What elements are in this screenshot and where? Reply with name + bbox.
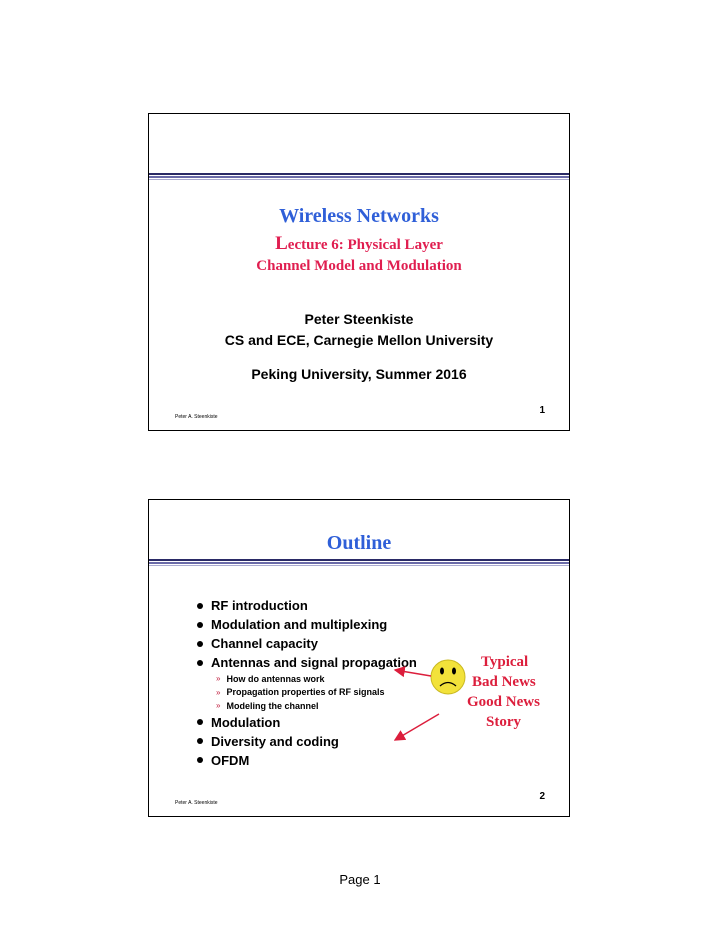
annotation-story: Story xyxy=(486,714,521,730)
list-item: Modulation and multiplexing xyxy=(197,615,417,634)
annotation-bad-news: Bad News xyxy=(472,674,536,690)
slide-footer: Peter A. Steenkiste xyxy=(175,414,218,420)
slide-2 xyxy=(148,499,570,817)
slide-title: Outline xyxy=(326,532,392,554)
list-item: RF introduction xyxy=(197,596,417,615)
slide-1 xyxy=(148,113,570,431)
subtitle-rest: ecture 6: Physical Layer xyxy=(287,237,443,253)
list-item: OFDM xyxy=(197,751,417,770)
list-item: Channel capacity xyxy=(197,634,417,653)
slide-number: 2 xyxy=(539,791,545,802)
author-name: Peter Steenkiste xyxy=(304,311,414,327)
slide-number: 1 xyxy=(539,405,545,416)
slide-title: Wireless Networks xyxy=(279,205,439,227)
sub-list-item: » How do antennas work xyxy=(216,673,325,684)
slide-subtitle xyxy=(149,233,569,255)
sub-list-item: » Modeling the channel xyxy=(216,700,319,711)
bad-news-arrow xyxy=(395,670,431,676)
author-affiliation: CS and ECE, Carnegie Mellon University xyxy=(224,332,494,348)
list-item: Diversity and coding xyxy=(197,732,417,751)
sub-list-item: » Propagation properties of RF signals xyxy=(216,687,385,698)
page-label: Page 1 xyxy=(339,872,381,887)
event-line: Peking University, Summer 2016 xyxy=(251,366,467,382)
annotation-good-news: Good News xyxy=(467,694,540,710)
subtitle-initial: L xyxy=(275,233,288,254)
slide-subtitle-2: Channel Model and Modulation xyxy=(256,258,462,274)
list-item: Modulation xyxy=(197,713,417,732)
good-news-arrow xyxy=(395,714,439,740)
annotation-typical: Typical xyxy=(481,654,529,670)
slide-footer: Peter A. Steenkiste xyxy=(175,800,218,806)
list-item: Antennas and signal propagation xyxy=(197,653,417,672)
sad-face-icon xyxy=(431,660,465,694)
